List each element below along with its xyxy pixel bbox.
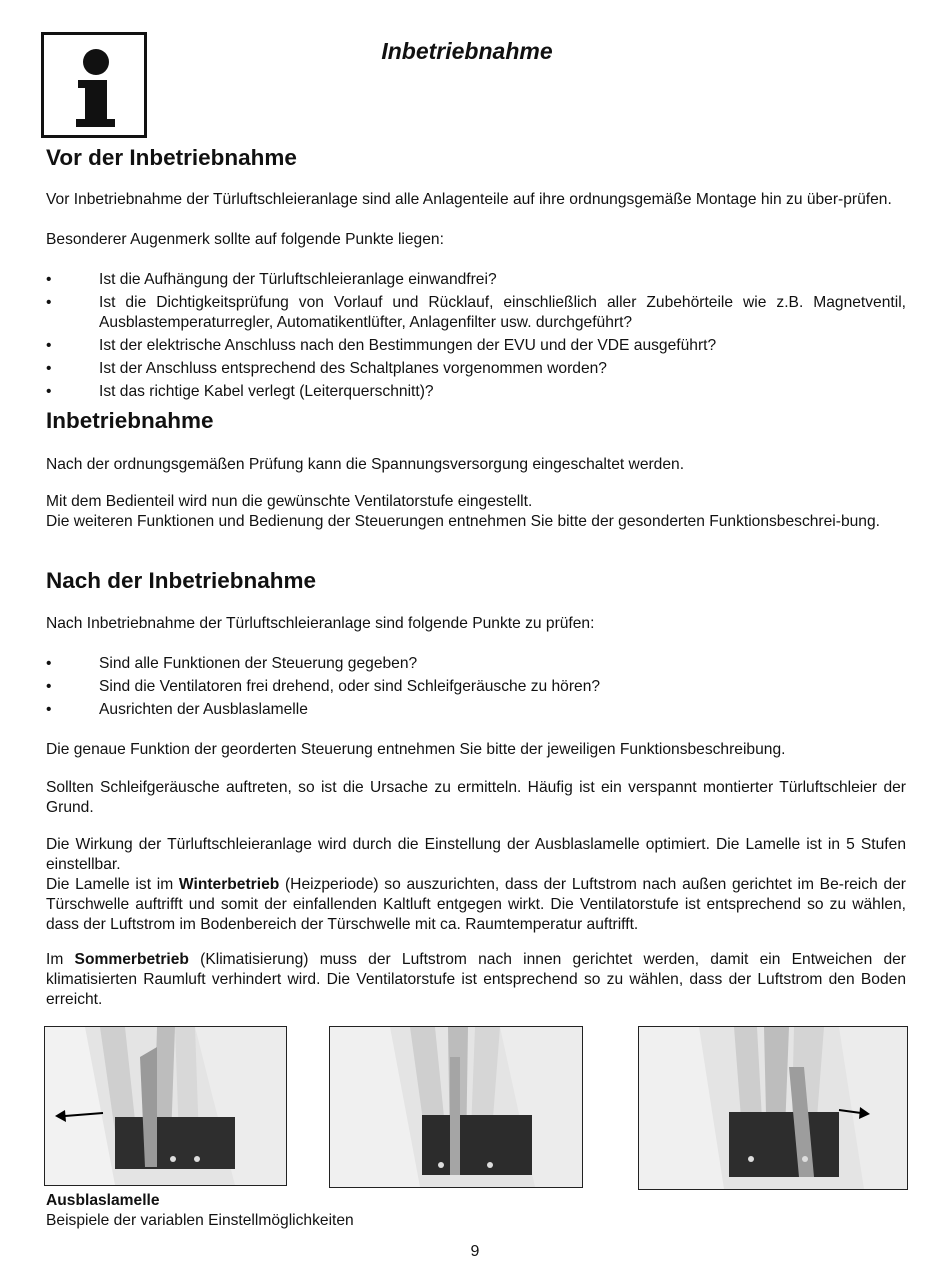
section-heading-inbetriebnahme: Inbetriebnahme xyxy=(46,408,214,433)
bullet-icon: • xyxy=(46,383,52,400)
bullet-icon: • xyxy=(46,678,52,695)
bullet-list-checks xyxy=(46,270,906,405)
winterbetrieb-term: Winterbetrieb xyxy=(178,876,280,893)
list-item: • Sind alle Funktionen der Steuerung gegeben? xyxy=(46,655,418,672)
list-item: • Ist die Aufhängung der Türluftschleieranlage einwandfrei? xyxy=(46,271,497,288)
bullet-icon: • xyxy=(46,337,52,354)
bullet-icon: • xyxy=(46,294,52,311)
paragraph: Die weiteren Funktionen und Bedienung der Steuerungen entnehmen Sie bitte der gesonderten Funktionsbeschrei-bung. xyxy=(46,513,880,530)
paragraph-summer: Im Sommerbetrieb (Klimatisierung) muss der Luftstrom nach innen gerichtet werden, damit ein Entweichen der klimatisierten Raumluft verhindert wird. Die Ventilatorstufe ist entsprechend so zu wählen, dass der Luftstrom den Boden erreicht. xyxy=(46,951,907,1008)
paragraph: Die Wirkung der Türluftschleieranlage wird durch die Einstellung der Ausblaslamelle optimiert. Die Lamelle ist in 5 Stufen einstellbar. xyxy=(46,836,906,873)
bullet-list-after xyxy=(46,654,906,723)
paragraph: Nach Inbetriebnahme der Türluftschleieranlage sind folgende Punkte zu prüfen: xyxy=(46,615,595,632)
section-heading-nach: Nach der Inbetriebnahme xyxy=(46,568,317,593)
caption-text: Beispiele der variablen Einstellmöglichkeiten xyxy=(46,1212,354,1229)
paragraph-winter: Die Lamelle ist im Winterbetrieb (Heizperiode) so auszurichten, dass der Luftstrom nach außen gerichtet im Be-reich der Türschwelle auftrifft und somit der einfallenden Kaltluft entgegen wirkt. Die Ventilatorstufe ist entsprechend so zu wählen, dass der Luftstrom im Bodenbereich der Türschwelle mit ca. Raumtemperatur auftrifft. xyxy=(46,876,906,933)
page-title: Inbetriebnahme xyxy=(381,38,553,64)
louvre-photo-summer xyxy=(638,1026,908,1190)
bullet-icon: • xyxy=(46,360,52,377)
louvre-photo-neutral xyxy=(329,1026,583,1188)
paragraph: Mit dem Bedienteil wird nun die gewünschte Ventilatorstufe eingestellt. xyxy=(46,493,533,510)
list-item: • Ist die Dichtigkeitsprüfung von Vorlauf und Rücklauf, einschließlich aller Zubehörteile wie z.B. Magnetventil, Ausblastemperaturregler, Automatikentlüfter, Anlagenfilter usw. durchgeführt? xyxy=(46,294,906,331)
paragraph: Sollten Schleifgeräusche auftreten, so ist die Ursache zu ermitteln. Häufig ist ein verspannt montierter Türluftschleier der Grund. xyxy=(46,779,906,816)
caption-title: Ausblaslamelle xyxy=(46,1192,160,1209)
list-item: • Ist das richtige Kabel verlegt (Leiterquerschnitt)? xyxy=(46,383,434,400)
paragraph: Nach der ordnungsgemäßen Prüfung kann die Spannungsversorgung eingeschaltet werden. xyxy=(46,456,685,473)
paragraph: Die genaue Funktion der georderten Steuerung entnehmen Sie bitte der jeweiligen Funktionsbeschreibung. xyxy=(46,741,786,758)
section-heading-vor: Vor der Inbetriebnahme xyxy=(46,145,297,170)
list-item: • Sind die Ventilatoren frei drehend, oder sind Schleifgeräusche zu hören? xyxy=(46,678,601,695)
bullet-icon: • xyxy=(46,271,52,288)
louvre-photo-winter xyxy=(44,1026,287,1186)
paragraph: Vor Inbetriebnahme der Türluftschleieranlage sind alle Anlagenteile auf ihre ordnungsgemäße Montage hin zu über-prüfen. xyxy=(46,191,892,208)
page-number: 9 xyxy=(470,1243,480,1260)
bullet-icon: • xyxy=(46,701,52,718)
list-item: • Ist der Anschluss entsprechend des Schaltplanes vorgenommen worden? xyxy=(46,360,607,377)
sommerbetrieb-term: Sommerbetrieb xyxy=(74,951,189,968)
bullet-icon: • xyxy=(46,655,52,672)
list-item: • Ist der elektrische Anschluss nach den Bestimmungen der EVU und der VDE ausgeführt? xyxy=(46,337,717,354)
list-item: • Ausrichten der Ausblaslamelle xyxy=(46,701,308,718)
paragraph: Besonderer Augenmerk sollte auf folgende Punkte liegen: xyxy=(46,231,444,248)
